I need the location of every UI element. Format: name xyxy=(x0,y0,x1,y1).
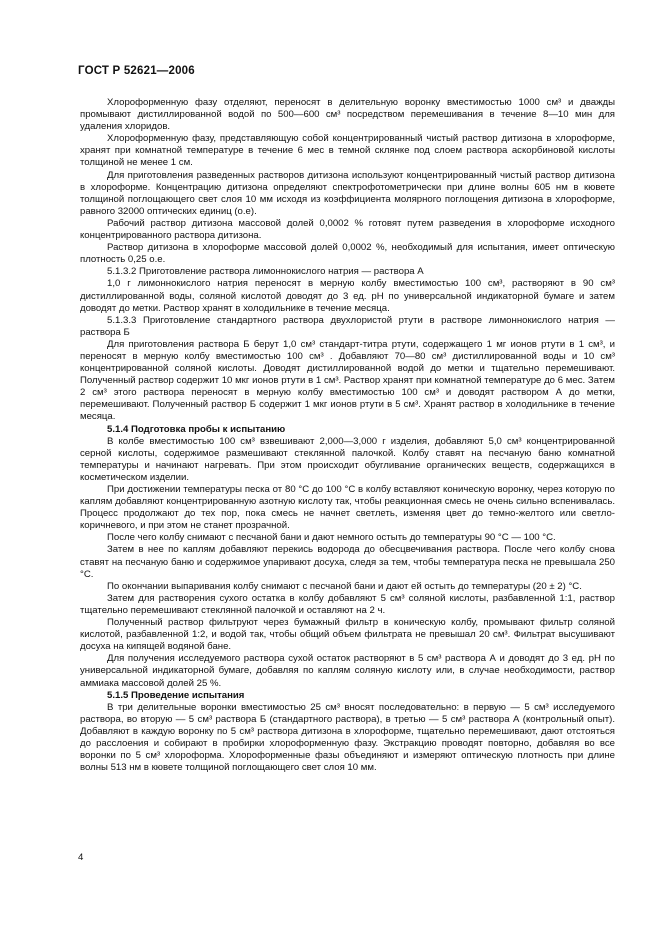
body-paragraph: Рабочий раствор дитизона массовой долей 0,0002 % готовят путем разведения в хлороформе исходного концентрированного раствора дитизона. xyxy=(80,217,615,242)
body-paragraph: 5.1.3.2 Приготовление раствора лимоннокислого натрия — раствора А xyxy=(107,266,424,278)
body-paragraph: Для приготовления разведенных растворов дитизона используют концентрированный чистый раствор дитизона в хлороформе. Концентрацию дитизона определяют спектрофотометрически при длине волны 605 нм в кювете толщиной поглощающего свет слоя 10 мм исходя из коэффициента молярного поглощения дитизона в хлороформе, равного 32000 оптических единиц (о.е). xyxy=(80,169,615,217)
body-paragraph: Для приготовления раствора Б берут 1,0 см³ стандарт-титра ртути, содержащего 1 мг ионов ртути в 1 см³, и переносят в мерную колбу вместимостью 100 см³ . Добавляют 70—80 см³ дистиллированной воды и 10 см³ концентрированной соляной кислоты. Доводят дистиллированной водой до метки и тщательно перемешивают. Полученный раствор содержит 10 мкг ионов ртути в 1 см³. Раствор хранят при комнатной температуре до 6 мес. Затем 2 см³ этого раствора переносят в мерную колбу вместимостью 100 см³ и доводят раствором А до метки, перемешивают. Полученный раствор Б содержит 1 мкг ионов ртути в 5 см³. Хранят раствор в холодильнике в течение месяца. xyxy=(80,338,615,423)
body-paragraph: После чего колбу снимают с песчаной бани и дают немного остыть до температуры 90 °С — 100 °С. xyxy=(107,532,556,544)
section-heading: 5.1.5 Проведение испытания xyxy=(107,689,245,701)
page-number: 4 xyxy=(78,852,84,863)
body-paragraph: Хлороформенную фазу, представляющую собой концентрированный чистый раствор дитизона в хлороформе, хранят при комнатной температуре в течение 6 мес в темной склянке под слоем раствора аскорбиновой кислоты толщиной не менее 1 см. xyxy=(80,133,615,169)
body-paragraph: По окончании выпаривания колбу снимают с песчаной бани и дают ей остыть до температуры (20 ± 2) °С. xyxy=(107,580,582,592)
body-paragraph: Полученный раствор фильтруют через бумажный фильтр в коническую колбу, промывают фильтр соляной кислотой, разбавленной 1:2, и водой так, чтобы общий объем фильтрата не превышал 20 см³. Фильтрат высушивают досуха на кипящей водяной бане. xyxy=(80,617,615,653)
body-paragraph: Затем в нее по каплям добавляют перекись водорода до обесцвечивания раствора. После чего колбу снова ставят на песчаную баню и содержимое упаривают досуха, следя за тем, чтобы температура песка не превышала 250 °С. xyxy=(80,544,615,580)
body-paragraph: В три делительные воронки вместимостью 25 см³ вносят последовательно: в первую — 5 см³ исследуемого раствора, во вторую — 5 см³ раствора Б (стандартного раствора), в третью — 5 см³ раствора А (контрольный опыт). Добавляют в каждую воронку по 5 см³ раствора дитизона в хлороформе, тщательно перемешивают, дают отстояться до расслоения и собирают в пробирки хлороформенную фазу. Экстракцию проводят повторно, добавляя во все воронки по 5 см³ хлороформа. Хлороформенные фазы объединяют и измеряют оптическую плотность при длине волны 513 нм в кювете толщиной поглощающего свет слоя 10 мм. xyxy=(80,701,615,774)
body-paragraph: Для получения исследуемого раствора сухой остаток растворяют в 5 см³ раствора А и доводят до 3 ед. pH по универсальной индикаторной бумаге, добавляя по каплям соляную кислоту или, в случае необходимости, раствор аммиака массовой долей 25 %. xyxy=(80,653,615,689)
document-header: ГОСТ Р 52621—2006 xyxy=(78,65,195,77)
body-paragraph: Затем для растворения сухого остатка в колбу добавляют 5 см³ соляной кислоты, разбавленной 1:1, раствор тщательно перемешивают стеклянной палочкой и оставляют на 2 ч. xyxy=(80,592,615,616)
body-paragraph: 5.1.3.3 Приготовление стандартного раствора двухлористой ртути в растворе лимоннокислого натрия — раствора Б xyxy=(80,314,615,338)
section-heading: 5.1.4 Подготовка пробы к испытанию xyxy=(107,423,286,435)
body-paragraph: В колбе вместимостью 100 см³ взвешивают 2,000—3,000 г изделия, добавляют 5,0 см³ концентрированной серной кислоты, содержимое размешивают стеклянной палочкой. Колбу ставят на песчаную баню комнатной температуры и начинают нагревать. При этом происходит обугливание органических веществ, содержащихся в косметическом изделии. xyxy=(80,435,615,483)
body-paragraph: 1,0 г лимоннокислого натрия переносят в мерную колбу вместимостью 100 см³, растворяют в 90 см³ дистиллированной воды, соляной кислотой доводят до 3 ед. pH по универсальной индикаторной бумаге и затем доводят до метки. Раствор хранят в холодильнике в течение месяца. xyxy=(80,278,615,314)
body-paragraph: Раствор дитизона в хлороформе массовой долей 0,0002 %, необходимый для испытания, имеет оптическую плотность 0,25 о.е. xyxy=(80,242,615,266)
body-paragraph: Хлороформенную фазу отделяют, переносят в делительную воронку вместимостью 1000 см³ и дважды промывают дистиллированной водой по 500—600 см³ посредством перемешивания в течение 8—10 мин для удаления хлоридов. xyxy=(80,97,615,133)
body-paragraph: При достижении температуры песка от 80 °С до 100 °С в колбу вставляют коническую воронку, через которую по каплям добавляют концентрированную азотную кислоту так, чтобы реакционная смесь не очень сильно вспенивалась. Процесс продолжают до тех пор, пока смесь не начнет светлеть, изменяя цвет до темно-желтого или светло-коричневого, и при этом не станет прозрачной. xyxy=(80,484,615,532)
document-body xyxy=(80,91,615,774)
